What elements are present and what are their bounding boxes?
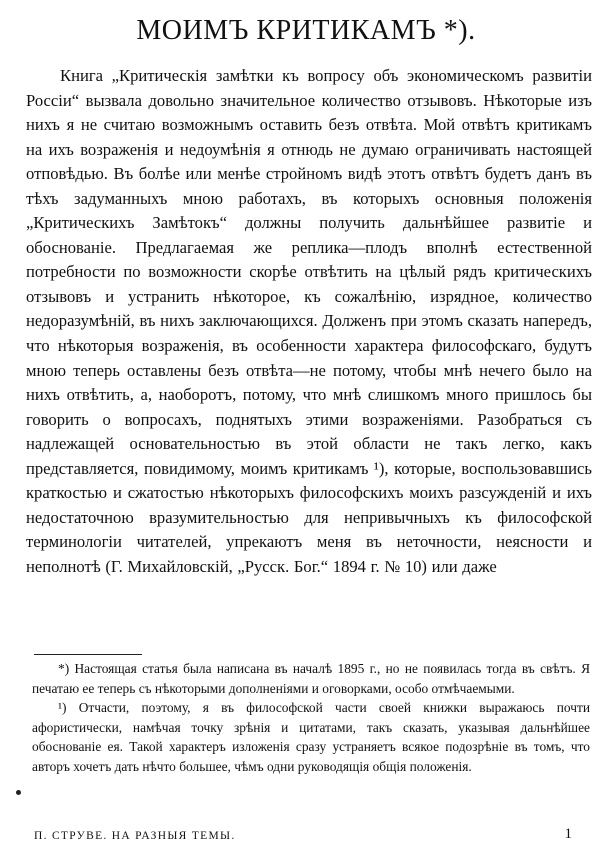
ink-dot-mark	[16, 790, 21, 795]
footnotes	[32, 659, 590, 777]
page-number: 1	[564, 826, 572, 842]
running-footer: П. СТРУВЕ. НА РАЗНЫЯ ТЕМЫ.	[34, 830, 236, 842]
footnote-1: ¹) Отчасти, поэтому, я въ философской части своей книжки выражаюсь почти афористически, намѣчая точку зрѣнія и цитатами, такъ сказать, указывая дальнѣйшее обоснованіе ея. Такой характеръ изложенія сразу устраняетъ всякое подозрѣніе въ томъ, что авторъ хочетъ дать нѣчто большее, чѣмъ одни руководящія общія положенія.	[32, 700, 590, 774]
footnote-separator	[34, 654, 142, 655]
footnote-asterisk: *) Настоящая статья была написана въ началѣ 1895 г., но не появилась тогда въ свѣтъ. Я печатаю ее теперь съ нѣкоторыми дополненіями и оговорками, особо отмѣчаемыми.	[32, 661, 590, 696]
main-paragraph: Книга „Критическія замѣтки къ вопросу объ экономическомъ развитіи Россіи“ вызвала довольно значительное количество отзывовъ. Нѣкоторые изъ нихъ я не считаю возможнымъ оставить безъ отвѣта. Мой отвѣтъ критикамъ на ихъ возраженія и недоумѣнія я отнюдь не думаю ограничивать настоящей отповѣдью. Въ болѣе или менѣе стройномъ видѣ этотъ отвѣтъ будетъ данъ въ тѣхъ задуманныхъ мною работахъ, въ которыхъ основныя положенія „Критическихъ Замѣтокъ“ должны получить дальнѣйшее развитіе и обоснованіе. Предлагаемая же реплика—плодъ вполнѣ естественной потребности по возможности скорѣе отвѣтить на цѣлый рядъ критическихъ отзывовъ и устранить нѣкоторое, къ сожалѣнію, изрядное, количество недоразумѣній, въ нихъ заключающихся. Долженъ при этомъ сказать напередъ, что нѣкоторыя возраженія, въ особенности характера философскаго, будутъ мною теперь оставлены безъ отвѣта—не потому, чтобы мнѣ нечего было на нихъ отвѣтить, а, наоборотъ, потому, что мнѣ слишкомъ много пришлось бы говорить о вопросахъ, поднятыхъ этими возраженіями. Разобраться съ надлежащей основательностью въ этой области не такъ легко, какъ представляется, повидимому, моимъ критикамъ ¹), которые, воспользовавшись краткостью и сжатостью нѣкоторыхъ философскихъ моихъ разсужденій и ихъ недостаточною вразумительностью для непривычныхъ къ философской терминологіи читателей, упрекаютъ меня въ неточности, неясности и неполнотѣ (Г. Михайловскій, „Русск. Бог.“ 1894 г. № 10) или даже	[26, 66, 592, 576]
page-title: МОИМЪ КРИТИКАМЪ *).	[136, 15, 476, 46]
